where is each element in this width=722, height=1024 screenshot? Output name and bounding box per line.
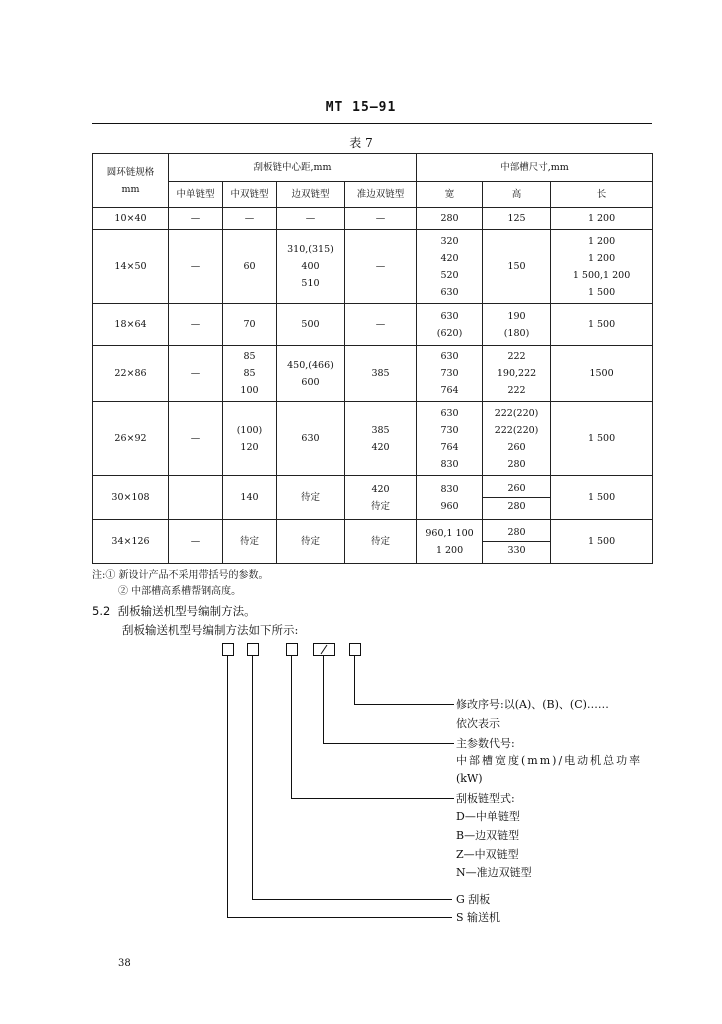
label-main-param-desc: 中部槽宽度(mm)/电动机总功率	[456, 754, 643, 767]
cell	[169, 476, 223, 520]
cell: 280 330	[483, 520, 551, 564]
header-col: 高	[483, 182, 551, 208]
table-row	[93, 230, 653, 304]
header-col: 中单链型	[169, 182, 223, 208]
section-intro: 刮板输送机型号编制方法如下所示:	[122, 623, 299, 637]
cell-spec: 14×50	[93, 230, 169, 304]
spec-table	[92, 153, 653, 564]
header-col: 宽	[417, 182, 483, 208]
label-revision: 修改序号:以(A)、(B)、(C)……	[456, 698, 609, 711]
cell: 630 (620)	[417, 304, 483, 346]
cell: 385	[345, 346, 417, 402]
cell: 630 730 764 830	[417, 402, 483, 476]
note-2: ② 中部槽高系槽帮钢高度。	[118, 586, 242, 597]
cell: 260 280	[483, 476, 551, 520]
label-main-param: 主参数代号:	[456, 737, 515, 750]
cell: 190 (180)	[483, 304, 551, 346]
cell: —	[345, 208, 417, 230]
cell: 150	[483, 230, 551, 304]
cell: 310,(315) 400 510	[277, 230, 345, 304]
header-chain-spacing: 刮板链中心距,mm	[169, 154, 417, 182]
cell: (100) 120	[223, 402, 277, 476]
page-number: 38	[118, 958, 131, 969]
table-row	[93, 402, 653, 476]
leader-line	[354, 656, 355, 704]
cell-spec: 18×64	[93, 304, 169, 346]
label-revision-2: 依次表示	[456, 717, 500, 730]
cell: 960,1 100 1 200	[417, 520, 483, 564]
leader-line	[323, 656, 324, 743]
header-trough-size: 中部槽尺寸,mm	[417, 154, 653, 182]
cell: —	[223, 208, 277, 230]
code-box-s	[222, 643, 234, 656]
section-title: 刮板输送机型号编制方法。	[117, 604, 256, 618]
code-box-g	[247, 643, 259, 656]
note-1: 注:① 新设计产品不采用带括号的参数。	[92, 570, 269, 581]
cell: 830 960	[417, 476, 483, 520]
code-box-chain-type	[286, 643, 298, 656]
label-scraper: G 刮板	[456, 893, 491, 906]
cell: 待定	[277, 476, 345, 520]
header-col: 准边双链型	[345, 182, 417, 208]
cell: 630	[277, 402, 345, 476]
code-box-main-param	[313, 643, 335, 656]
cell: 待定	[223, 520, 277, 564]
cell: 450,(466) 600	[277, 346, 345, 402]
header-col: 中双链型	[223, 182, 277, 208]
cell: —	[169, 208, 223, 230]
cell: 1 500	[551, 520, 653, 564]
cell-spec: 34×126	[93, 520, 169, 564]
label-type-z: Z—中双链型	[456, 848, 519, 861]
cell: 222 190,222 222	[483, 346, 551, 402]
table-row	[93, 346, 653, 402]
table-notes	[92, 568, 269, 600]
leader-line	[323, 743, 454, 744]
section-number: 5.2	[92, 604, 111, 618]
leader-line	[227, 656, 228, 917]
header-col: 长	[551, 182, 653, 208]
table-row	[93, 520, 653, 564]
header-rule	[92, 123, 652, 124]
standard-header: MT 15—91	[325, 100, 397, 115]
cell: 320 420 520 630	[417, 230, 483, 304]
label-chain-type: 刮板链型式:	[456, 792, 515, 805]
cell: 1500	[551, 346, 653, 402]
cell: —	[345, 304, 417, 346]
cell: 222(220) 222(220) 260 280	[483, 402, 551, 476]
label-type-b: B—边双链型	[456, 829, 520, 842]
label-kw: (kW)	[456, 772, 483, 785]
code-box-revision	[349, 643, 361, 656]
leader-line	[252, 899, 452, 900]
leader-line	[252, 656, 253, 899]
cell: 125	[483, 208, 551, 230]
cell: 60	[223, 230, 277, 304]
cell: 280	[417, 208, 483, 230]
table-row	[93, 476, 653, 520]
cell: 待定	[277, 520, 345, 564]
cell-spec: 26×92	[93, 402, 169, 476]
cell: 420 待定	[345, 476, 417, 520]
cell: 630 730 764	[417, 346, 483, 402]
cell-spec: 30×108	[93, 476, 169, 520]
label-type-d: D—中单链型	[456, 810, 520, 823]
table-row	[93, 304, 653, 346]
cell: 85 85 100	[223, 346, 277, 402]
leader-line	[227, 917, 452, 918]
header-spec: 圆环链规格 mm	[93, 154, 169, 208]
leader-line	[354, 704, 454, 705]
leader-line	[291, 798, 454, 799]
cell: —	[169, 402, 223, 476]
cell: 1 500	[551, 476, 653, 520]
table-row	[93, 208, 653, 230]
section-heading	[92, 603, 256, 619]
header-col: 边双链型	[277, 182, 345, 208]
cell: 500	[277, 304, 345, 346]
label-conveyor: S 输送机	[456, 911, 501, 924]
cell: 1 200 1 200 1 500,1 200 1 500	[551, 230, 653, 304]
cell-spec: 10×40	[93, 208, 169, 230]
label-type-n: N—准边双链型	[456, 866, 532, 879]
cell: —	[277, 208, 345, 230]
cell: 140	[223, 476, 277, 520]
cell: —	[169, 346, 223, 402]
cell: —	[345, 230, 417, 304]
cell: —	[169, 304, 223, 346]
cell: —	[169, 230, 223, 304]
cell: —	[169, 520, 223, 564]
cell: 385 420	[345, 402, 417, 476]
leader-line	[291, 656, 292, 798]
cell: 1 500	[551, 402, 653, 476]
cell: 1 200	[551, 208, 653, 230]
cell: 70	[223, 304, 277, 346]
cell: 1 500	[551, 304, 653, 346]
cell-spec: 22×86	[93, 346, 169, 402]
table-title: 表 7	[349, 136, 373, 150]
cell: 待定	[345, 520, 417, 564]
